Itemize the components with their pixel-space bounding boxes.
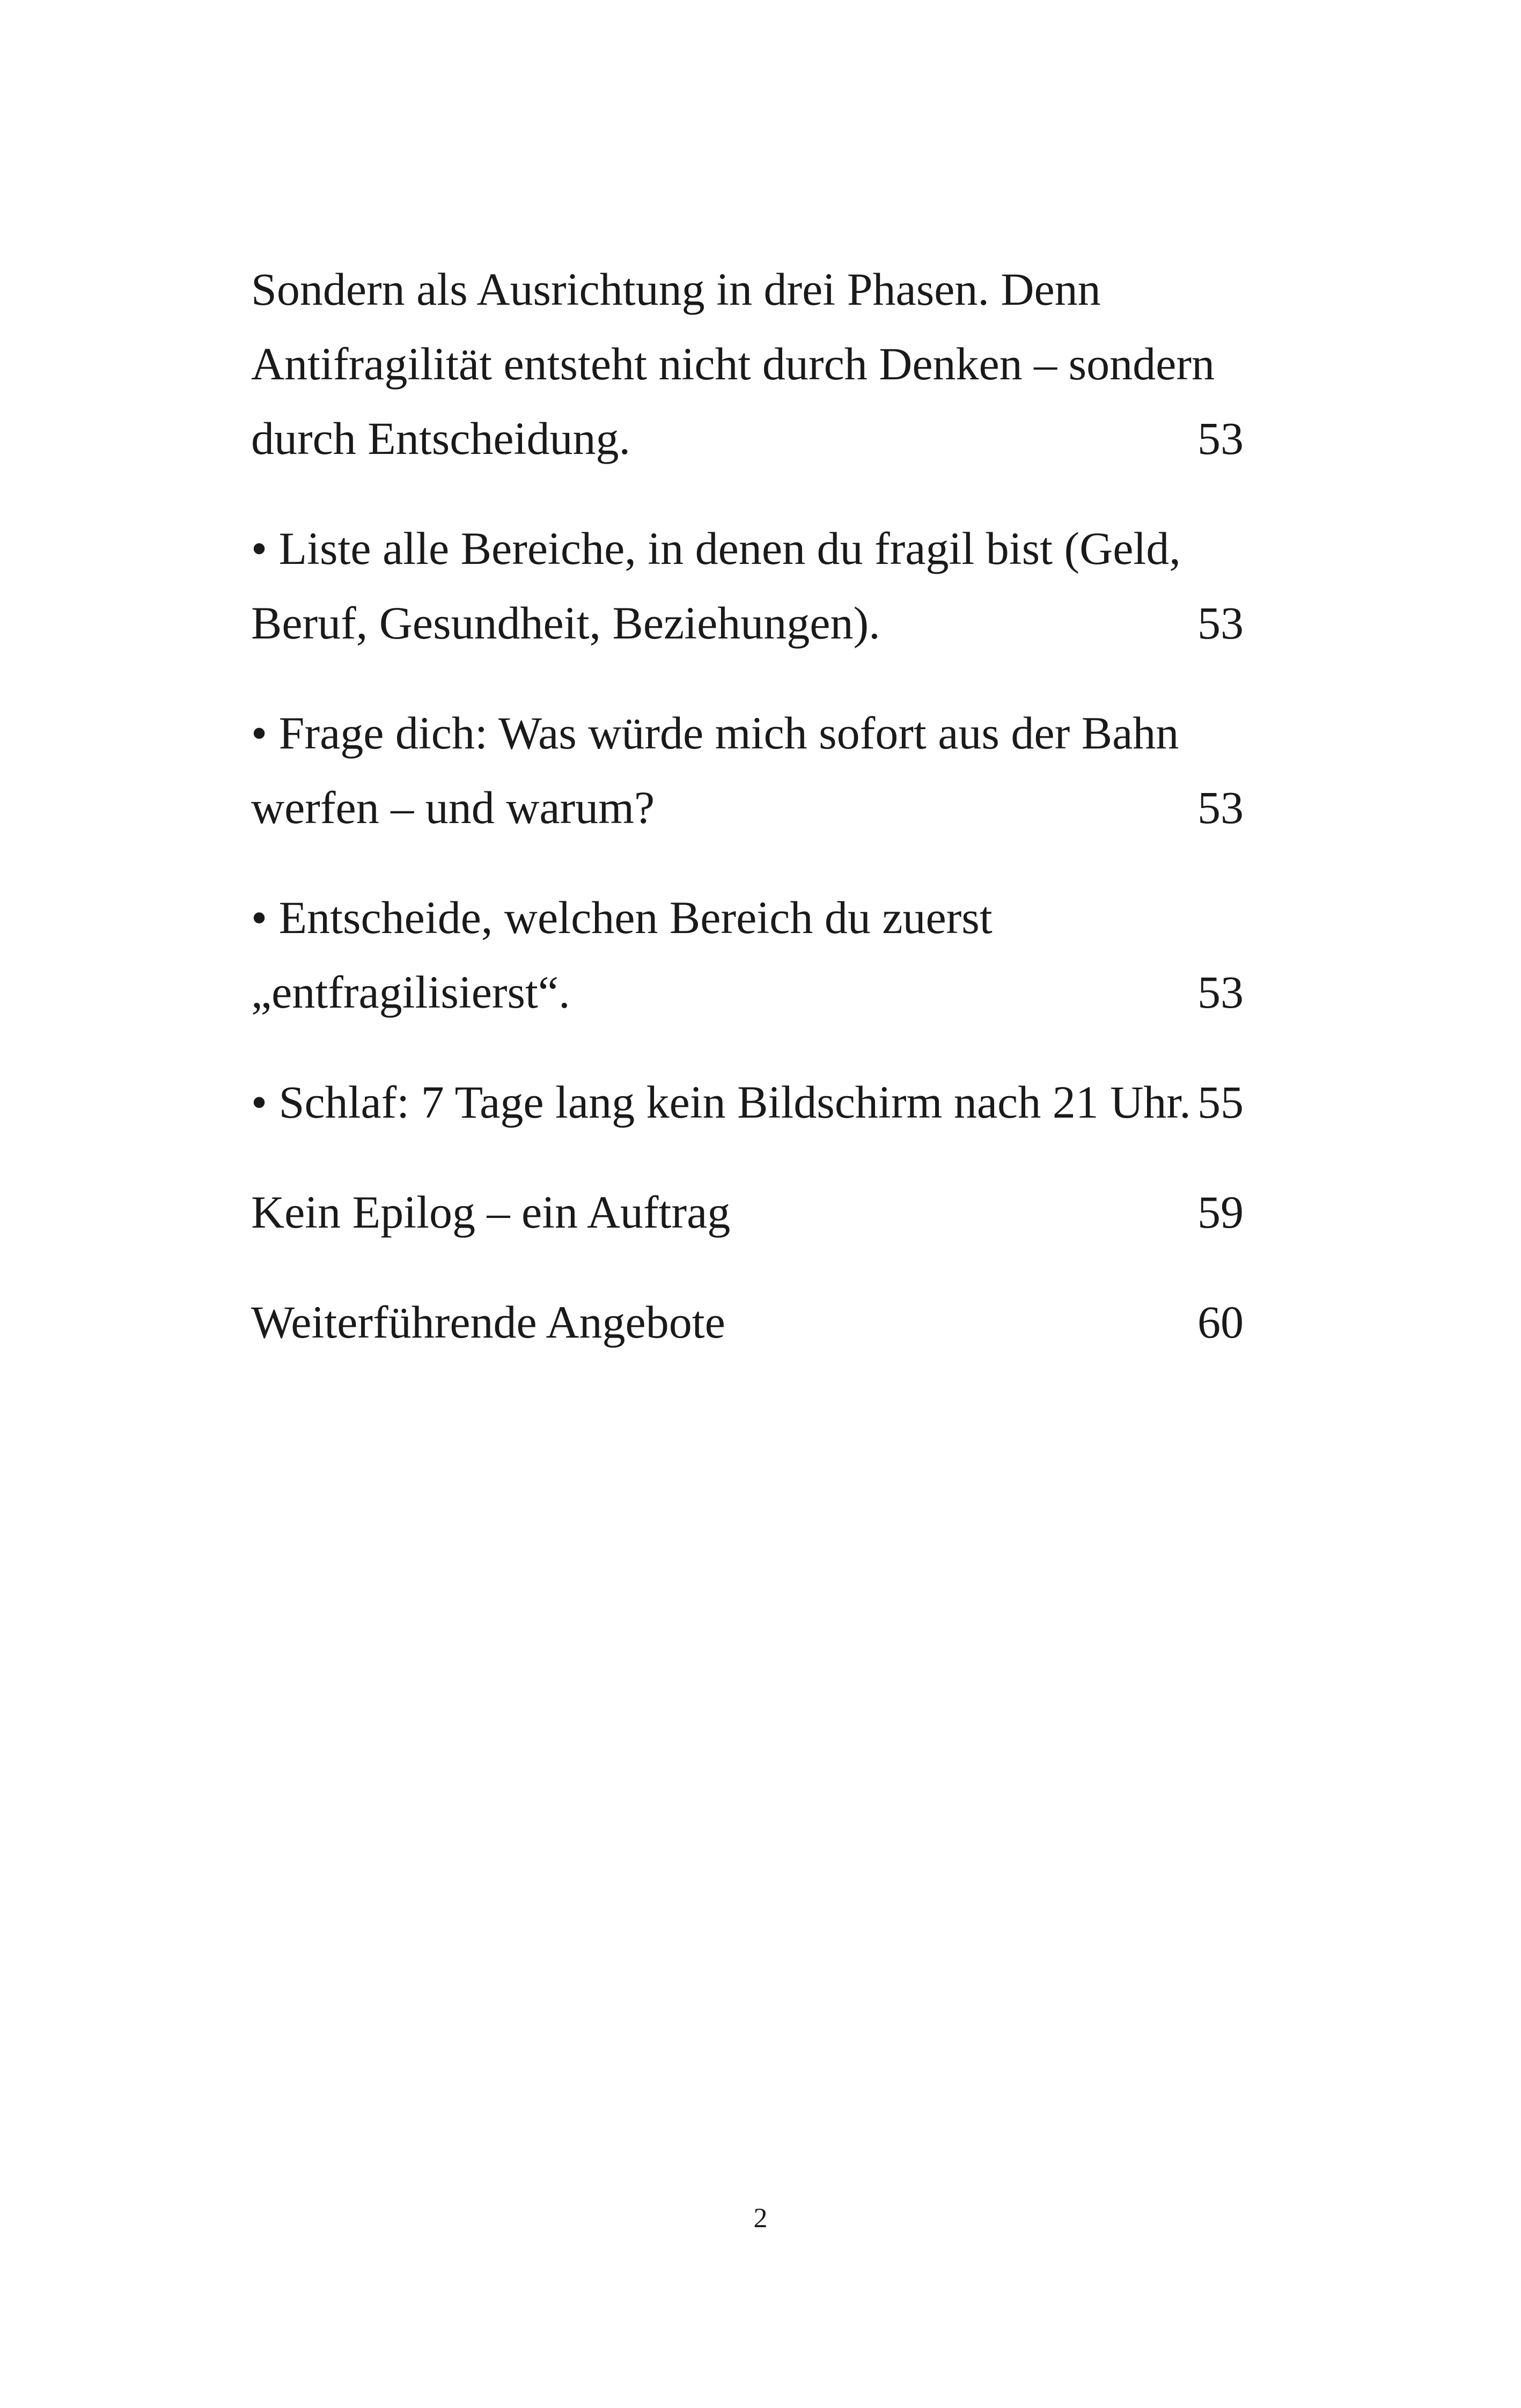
toc-entry-text: Kein Epilog – ein Auftrag — [251, 1186, 731, 1238]
toc-page-number: 53 — [1197, 782, 1244, 833]
toc-entry-text: werfen – und warum? — [251, 782, 655, 833]
toc-entry-text: Sondern als Ausrichtung in drei Phasen. Denn — [251, 263, 1101, 315]
toc-entry-last-line — [251, 586, 1244, 660]
toc-entry[interactable] — [251, 511, 1244, 660]
toc-page-number: 53 — [1197, 413, 1244, 464]
toc-entry-last-line — [251, 1065, 1244, 1140]
toc-entry-text: durch Entscheidung. — [251, 413, 630, 464]
toc-entry-last-line — [251, 401, 1244, 476]
toc-entry-last-line — [251, 1285, 1244, 1360]
toc-entry[interactable] — [251, 1285, 1244, 1360]
toc-entry[interactable] — [251, 252, 1244, 476]
toc-entry-last-line — [251, 955, 1244, 1030]
toc-entry-text: Antifragilität entsteht nicht durch Denken – sondern — [251, 338, 1215, 390]
toc-entry[interactable] — [251, 1065, 1244, 1140]
toc-page-number: 55 — [1197, 1076, 1244, 1128]
toc-page-number: 60 — [1197, 1296, 1244, 1348]
toc-entry-text: Beruf, Gesundheit, Beziehungen). — [251, 597, 880, 649]
toc-page-number: 59 — [1197, 1186, 1244, 1238]
toc-entry[interactable] — [251, 1175, 1244, 1250]
toc-entry-last-line — [251, 1175, 1244, 1250]
toc-entry-last-line — [251, 770, 1244, 845]
toc-page-number: 53 — [1197, 966, 1244, 1018]
toc-entry-text: • Liste alle Bereiche, in denen du fragil bist (Geld, — [251, 523, 1181, 574]
table-of-contents — [251, 252, 1244, 1360]
toc-entry-text: • Schlaf: 7 Tage lang kein Bildschirm nach 21 Uhr. — [251, 1076, 1191, 1128]
toc-entry-text: • Entscheide, welchen Bereich du zuerst — [251, 892, 993, 943]
toc-entry-text: • Frage dich: Was würde mich sofort aus der Bahn — [251, 707, 1179, 759]
toc-entry-text: Weiterführende Angebote — [251, 1296, 725, 1348]
toc-page-number: 53 — [1197, 597, 1244, 649]
toc-entry[interactable] — [251, 880, 1244, 1030]
toc-entry-text: „entfragilisierst“. — [251, 966, 570, 1018]
toc-entry[interactable] — [251, 696, 1244, 845]
page-number: 2 — [753, 2203, 768, 2234]
